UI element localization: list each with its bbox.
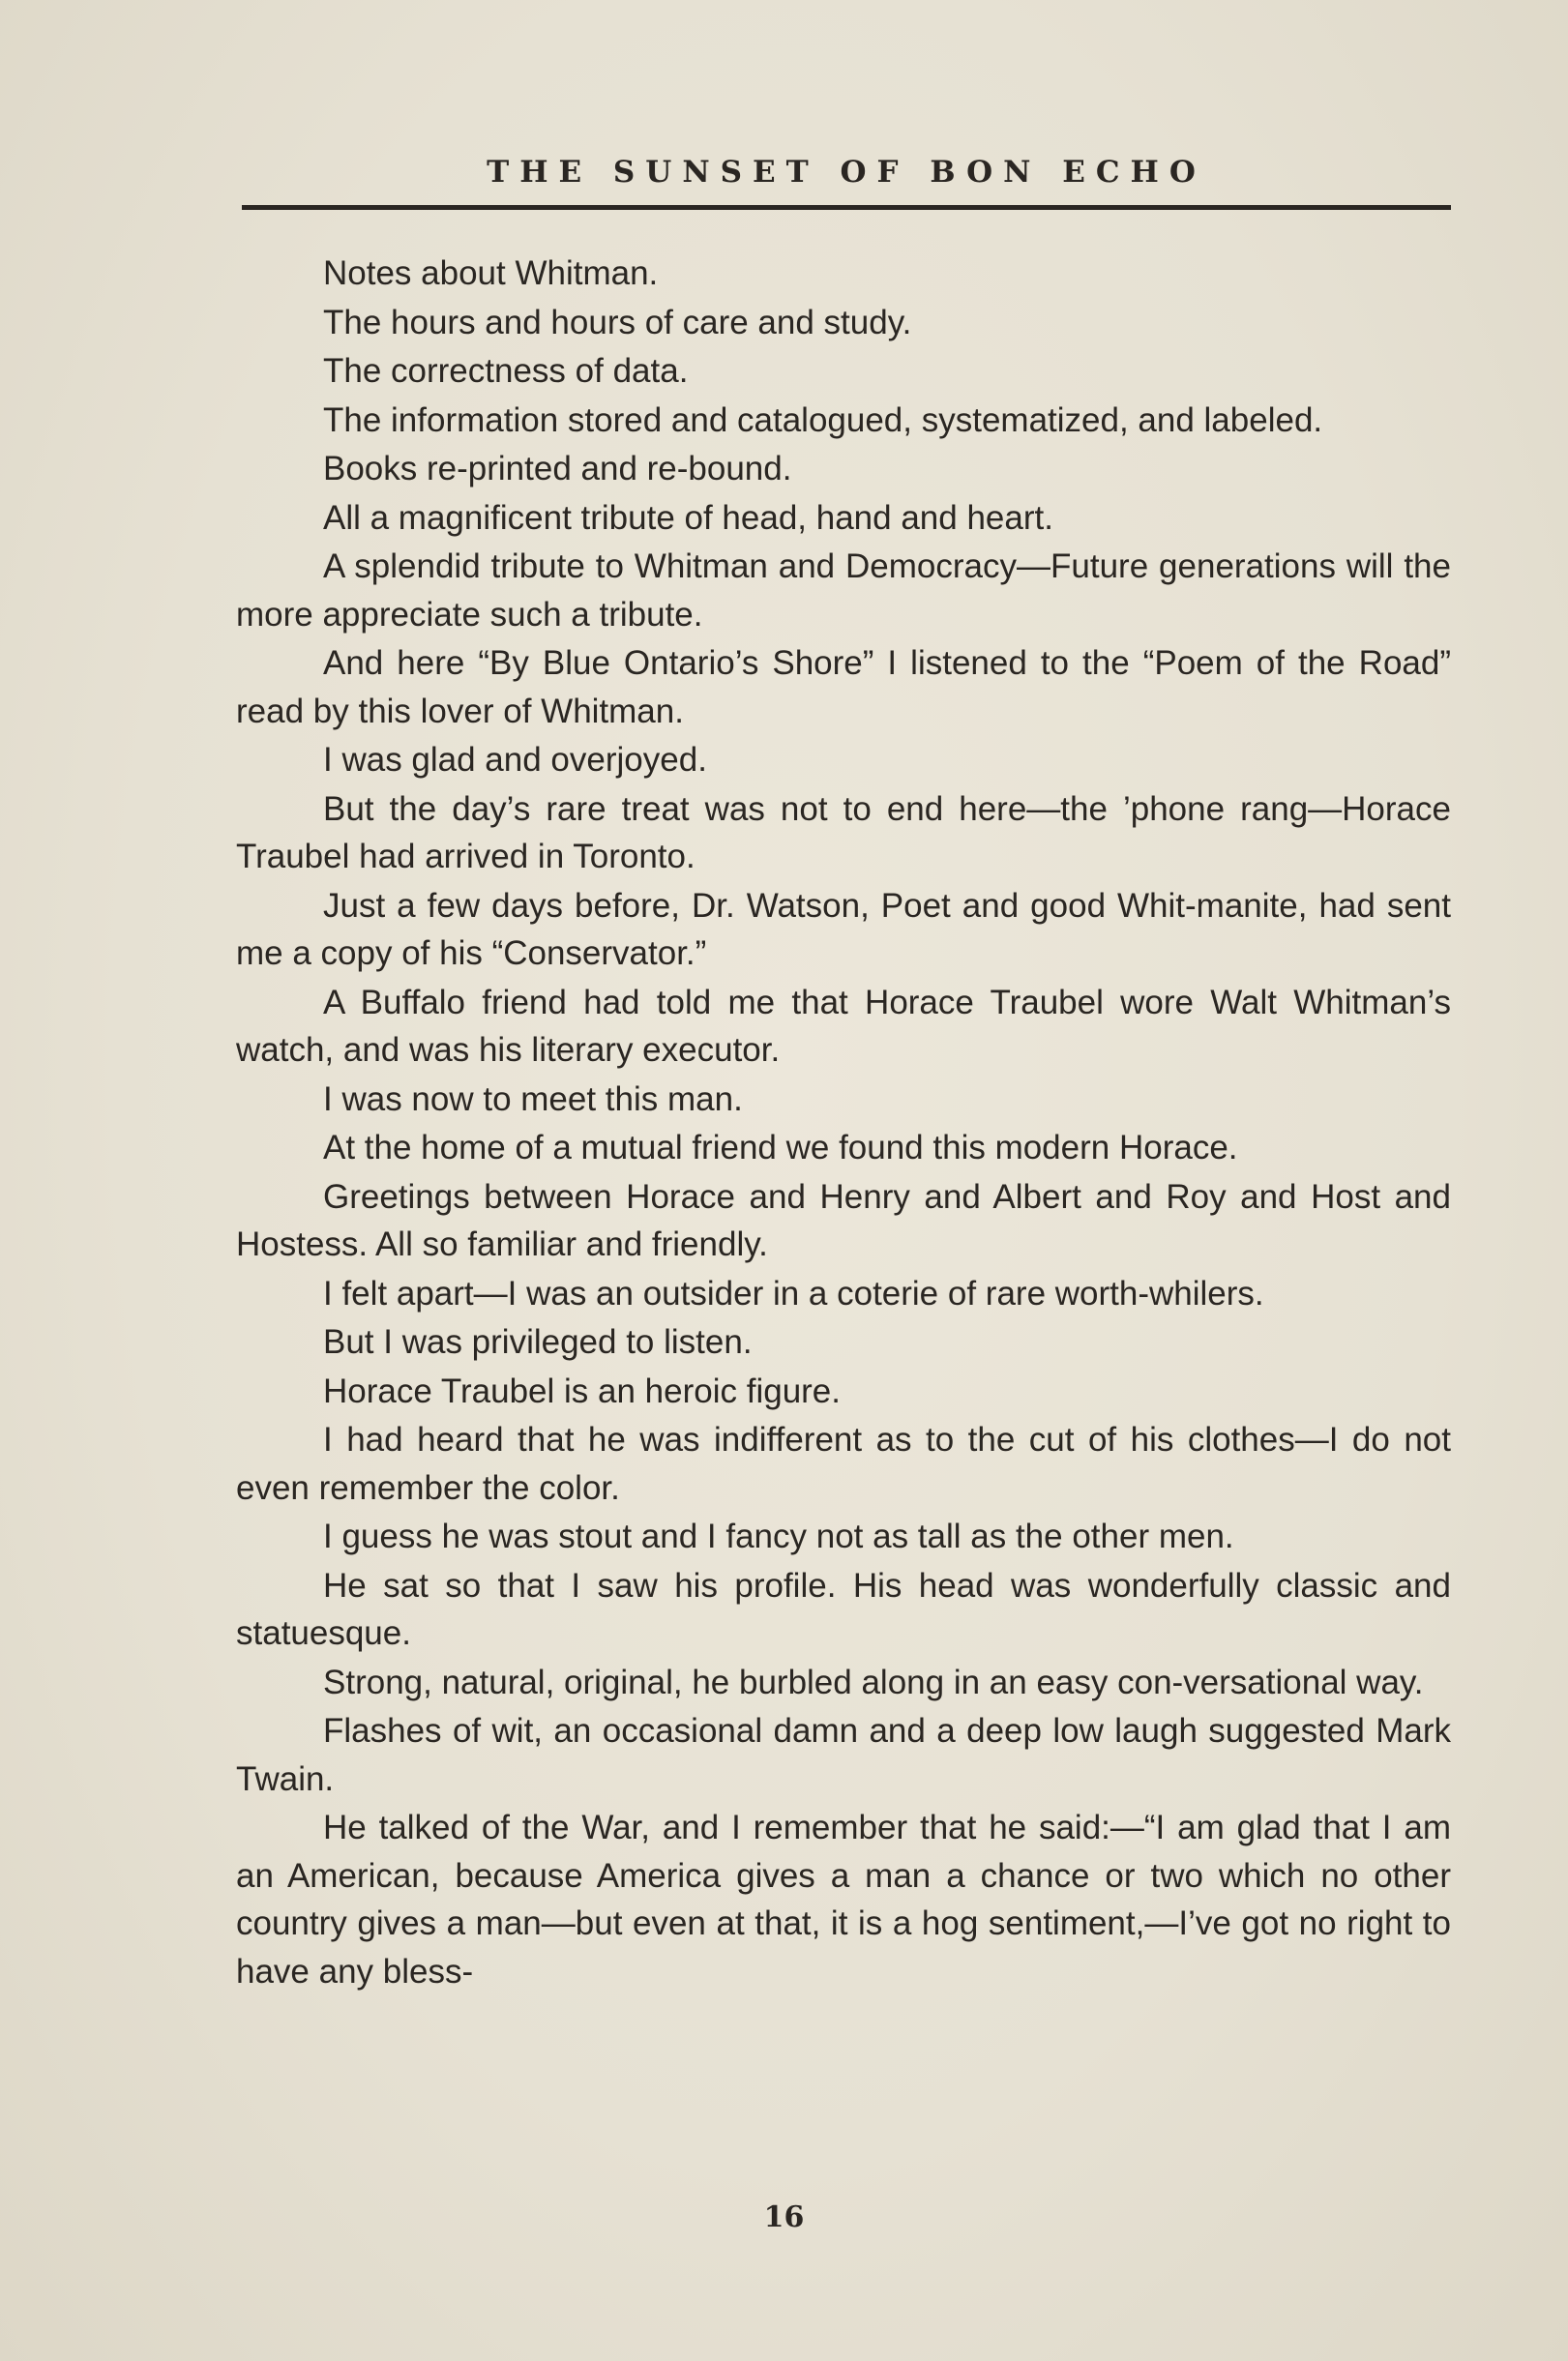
paragraph: Books re-printed and re-bound.: [323, 450, 792, 487]
paragraph: Greetings between Horace and Henry and Albert and Roy and Host and Hostess. All so familiar and friendly.: [236, 1177, 1451, 1263]
paragraph: The information stored and catalogued, systematized, and labeled.: [323, 400, 1323, 439]
paragraph: All a magnificent tribute of head, hand and heart.: [323, 498, 1053, 537]
paragraph: Flashes of wit, an occasional damn and a deep low laugh suggested Mark Twain.: [236, 1712, 1451, 1798]
header-rule: [242, 205, 1451, 210]
paragraph: I guess he was stout and I fancy not as tall as the other men.: [323, 1518, 1234, 1555]
paragraph: He sat so that I saw his profile. His head was wonderfully classic and statuesque.: [236, 1566, 1451, 1652]
paragraph: But the day’s rare treat was not to end here—the ’phone rang—Horace Traubel had arrived in Toronto.: [236, 789, 1451, 875]
running-title: THE SUNSET OF BON ECHO: [487, 155, 1206, 190]
paragraph: A splendid tribute to Whitman and Democracy—Future generations will the more appreciate such a tribute.: [236, 547, 1451, 634]
paragraph: The correctness of data.: [323, 352, 689, 390]
body-text: [236, 250, 1451, 1996]
paragraph: The hours and hours of care and study.: [323, 303, 912, 341]
paragraph: Notes about Whitman.: [323, 254, 659, 292]
paragraph: I felt apart—I was an outsider in a coterie of rare worth-whilers.: [323, 1274, 1264, 1313]
page-number: 16: [763, 2200, 805, 2234]
paragraph: He talked of the War, and I remember that he said:—“I am glad that I am an American, because America gives a man a chance or two which no other country gives a man—but even at that, it is a hog sentiment,—I’ve got no right to have any bless-: [236, 1809, 1451, 1991]
paragraph: But I was privileged to listen.: [323, 1323, 753, 1361]
paragraph: And here “By Blue Ontario’s Shore” I listened to the “Poem of the Road” read by this lover of Whitman.: [236, 644, 1451, 730]
paragraph: At the home of a mutual friend we found this modern Horace.: [323, 1129, 1238, 1166]
paragraph: Horace Traubel is an heroic figure.: [323, 1372, 841, 1410]
paragraph: Just a few days before, Dr. Watson, Poet and good Whit-manite, had sent me a copy of his “Conservator.”: [236, 886, 1451, 972]
paragraph: I was now to meet this man.: [323, 1079, 743, 1118]
paragraph: Strong, natural, original, he burbled along in an easy con-versational way.: [323, 1663, 1424, 1701]
paragraph: A Buffalo friend had told me that Horace Traubel wore Walt Whitman’s watch, and was his literary executor.: [236, 983, 1451, 1069]
paragraph: I was glad and overjoyed.: [323, 741, 707, 779]
paragraph: I had heard that he was indifferent as to the cut of his clothes—I do not even remember the color.: [236, 1421, 1451, 1507]
